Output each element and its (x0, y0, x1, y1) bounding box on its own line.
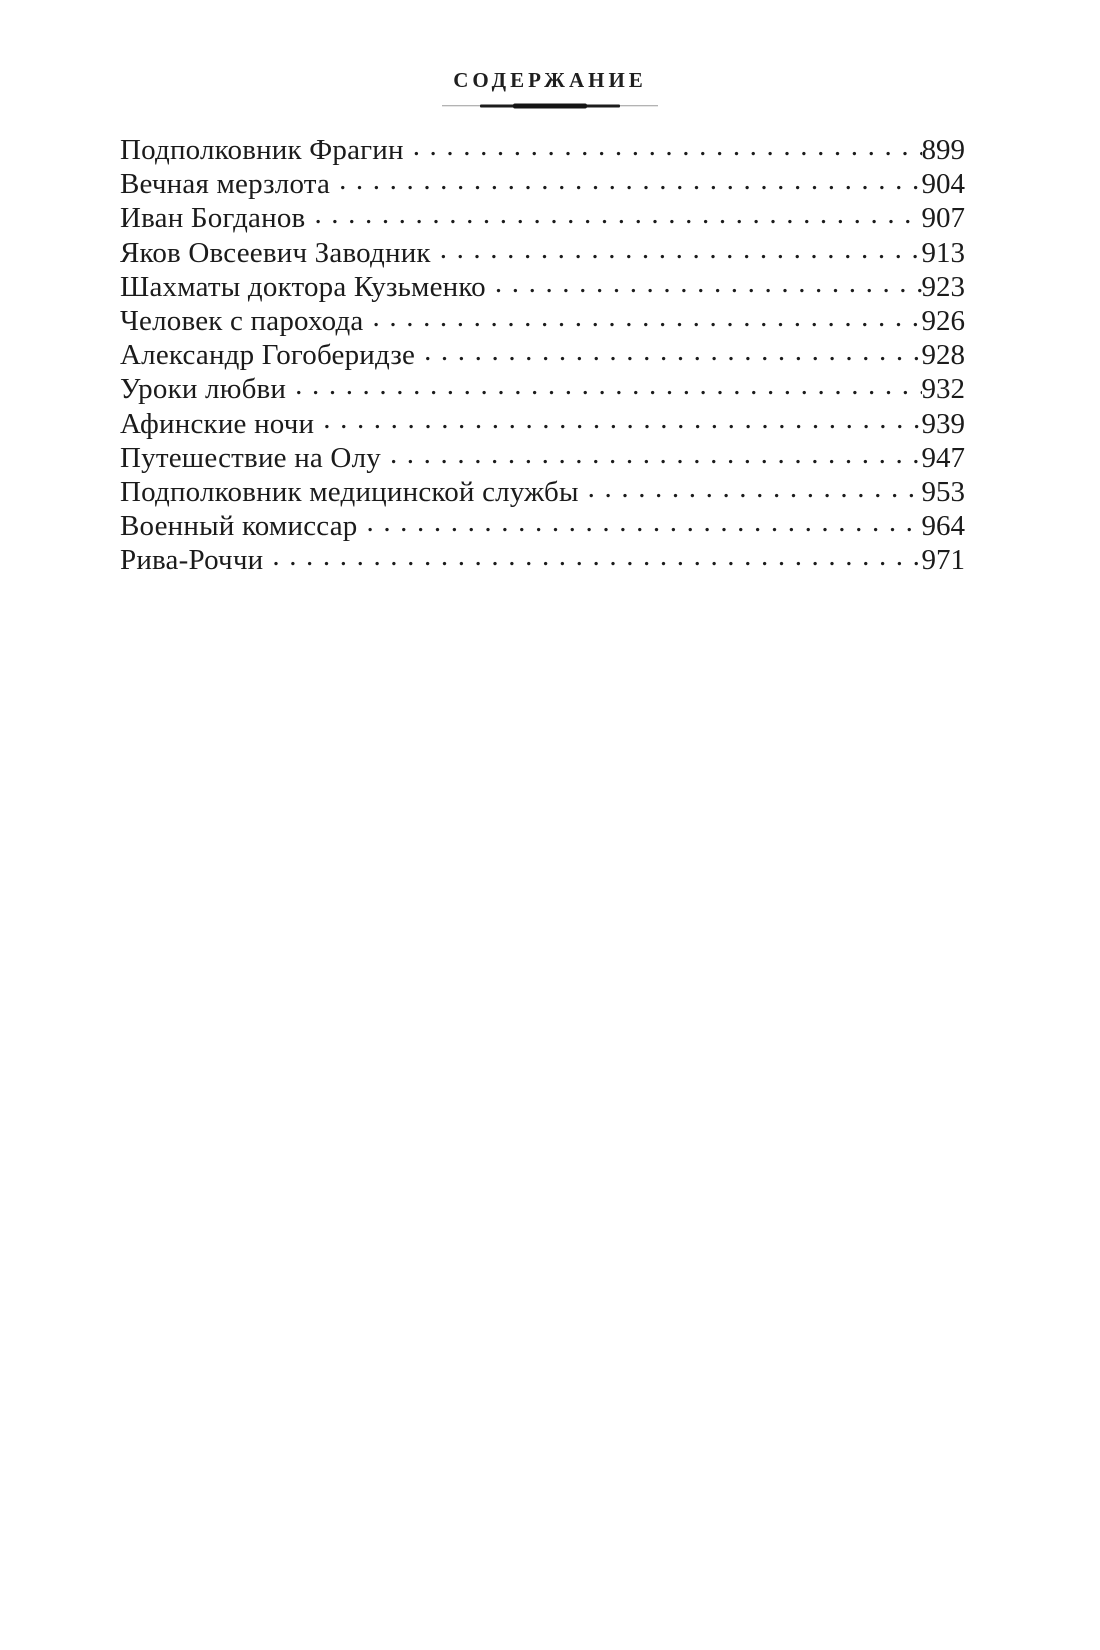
toc-leader-dots (295, 372, 921, 406)
toc-page-number: 899 (921, 134, 965, 166)
toc-entry (120, 201, 965, 235)
toc-leader-dots (373, 304, 922, 338)
toc-header (0, 68, 1100, 109)
toc-leader-dots (314, 201, 921, 235)
toc-entry-title: Рива-Роччи (120, 544, 264, 577)
toc-entry (120, 304, 965, 338)
toc-entry (120, 441, 965, 475)
toc-leader-dots (366, 509, 921, 543)
toc-entry-title: Яков Овсеевич Заводник (120, 236, 431, 269)
toc-entry (120, 133, 965, 167)
toc-leader-dots (588, 475, 922, 509)
toc-entry-title: Подполковник Фрагин (120, 134, 404, 166)
ornamental-divider (442, 102, 658, 109)
toc-page-number: 939 (921, 407, 965, 440)
toc-page-number: 904 (921, 168, 965, 201)
toc-page-number: 928 (921, 339, 965, 372)
toc-entry-title: Шахматы доктора Кузьменко (120, 270, 486, 303)
toc-page-number: 947 (921, 441, 965, 474)
toc-entry (120, 509, 965, 543)
toc-entry (120, 407, 965, 441)
toc-entry-title: Александр Гогоберидзе (120, 339, 416, 372)
toc-entry (120, 167, 965, 201)
toc-leader-dots (323, 407, 921, 441)
toc-entry (120, 236, 965, 270)
toc-page-number: 926 (921, 304, 965, 337)
toc-leader-dots (495, 270, 922, 304)
toc-leader-dots (272, 543, 921, 577)
toc-entry (120, 543, 965, 577)
toc-entry-title: Человек с парохода (120, 304, 364, 337)
toc-entry-title: Афинские ночи (120, 407, 315, 440)
toc-page-number: 932 (921, 373, 965, 406)
toc-page-number: 923 (921, 270, 965, 303)
divider-thick-line (513, 103, 587, 108)
toc-entry (120, 475, 965, 509)
toc-page-number: 907 (921, 202, 965, 235)
toc-page-number: 964 (921, 510, 965, 543)
toc-entry (120, 372, 965, 406)
toc-page-number: 913 (921, 236, 965, 269)
toc-entry-title: Иван Богданов (120, 202, 306, 235)
toc-entry-title: Вечная мерзлота (120, 168, 331, 201)
toc-leader-dots (424, 338, 921, 372)
toc-page-number: 953 (921, 475, 965, 508)
toc-entry-title: Подполковник медицинской службы (120, 475, 579, 508)
toc-leader-dots (440, 236, 922, 270)
toc-leader-dots (390, 441, 922, 475)
toc-page-number: 971 (921, 544, 965, 577)
toc-entry-title: Уроки любви (120, 373, 287, 406)
toc-entry-title: Военный комиссар (120, 510, 358, 543)
toc-leader-dots (339, 167, 921, 201)
toc-entry (120, 270, 965, 304)
toc-leader-dots (413, 133, 922, 167)
toc-list (120, 133, 965, 577)
page-title: СОДЕРЖАНИЕ (453, 68, 647, 92)
toc-entry (120, 338, 965, 372)
toc-entry-title: Путешествие на Олу (120, 441, 381, 474)
